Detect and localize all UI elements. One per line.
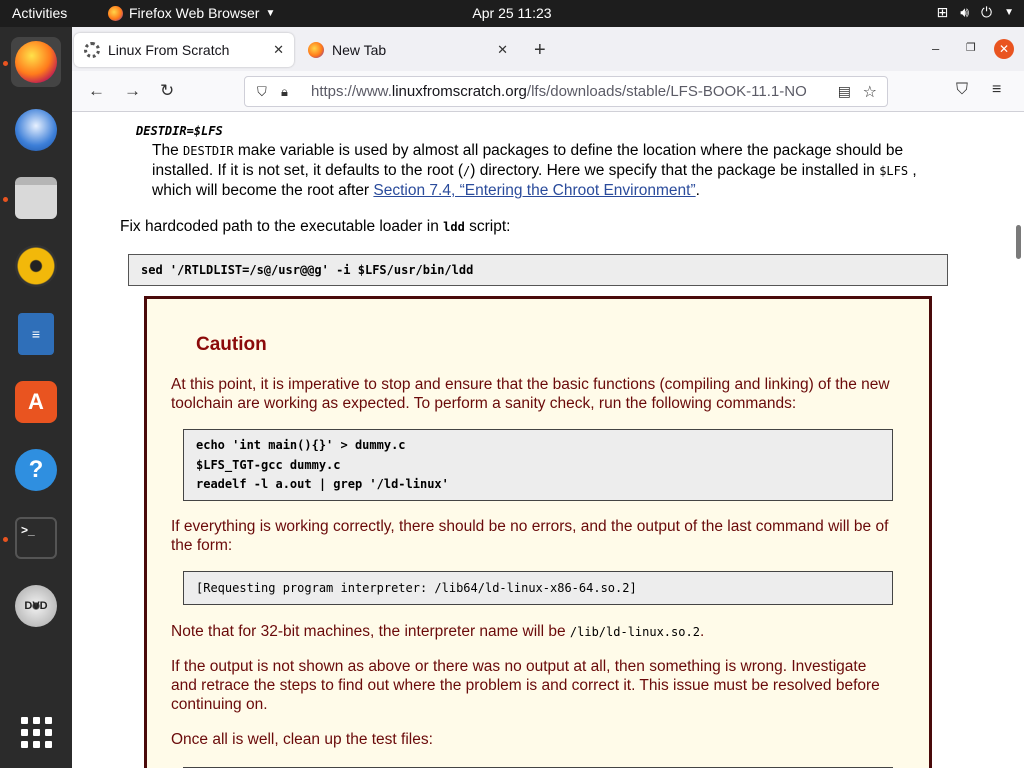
tab-new-tab[interactable] bbox=[298, 33, 518, 67]
dock-dvd[interactable] bbox=[11, 581, 61, 631]
caution-paragraph-line: toolchain are working as expected. To perform a sanity check, run the following commands: bbox=[171, 395, 797, 412]
inline-code: ldd bbox=[443, 220, 465, 234]
lock-icon[interactable]: 🔒︎ bbox=[281, 83, 288, 99]
rhythmbox-icon bbox=[15, 245, 57, 287]
dock-files[interactable] bbox=[11, 173, 61, 223]
forward-button[interactable]: → bbox=[124, 81, 141, 100]
caution-paragraph-line: If the output is not shown as above or there was no output at all, then something is wrong. Investigate bbox=[171, 658, 867, 675]
url-domain: linuxfromscratch.org bbox=[391, 83, 527, 100]
chroot-section-link[interactable]: Section 7.4, “Entering the Chroot Environment” bbox=[373, 182, 696, 199]
dock-rhythmbox[interactable] bbox=[11, 241, 61, 291]
dock bbox=[0, 27, 72, 768]
app-menu-label: Firefox Web Browser bbox=[129, 5, 260, 21]
reload-button[interactable]: ↻ bbox=[160, 81, 175, 100]
url-text[interactable] bbox=[311, 83, 831, 100]
menu-icon[interactable]: ≡ bbox=[992, 81, 1002, 98]
page-content bbox=[72, 112, 1024, 768]
window-close-button[interactable]: ✕ bbox=[994, 39, 1014, 59]
running-indicator bbox=[3, 537, 8, 542]
tab-strip bbox=[72, 27, 1024, 71]
sed-code-block[interactable] bbox=[128, 254, 948, 286]
help-icon: ? bbox=[15, 449, 57, 491]
dock-terminal[interactable] bbox=[11, 513, 61, 563]
url-path: /lfs/downloads/stable/LFS-BOOK-11.1-NO bbox=[526, 83, 807, 100]
app-center-icon: A bbox=[15, 381, 57, 423]
terminal-icon: >_ bbox=[15, 517, 57, 559]
running-indicator bbox=[3, 197, 8, 202]
caution-paragraph-line: and retrace the steps to find out where the problem is and correct it. This issue must be resolved before bbox=[171, 677, 880, 694]
firefox-icon bbox=[108, 6, 123, 21]
inline-code: /lib/ld-linux.so.2 bbox=[569, 625, 700, 639]
dock-help[interactable] bbox=[11, 445, 61, 495]
url-bar[interactable] bbox=[244, 76, 888, 107]
caution-paragraph-line: the form: bbox=[171, 537, 233, 554]
tab-label: New Tab bbox=[332, 42, 387, 58]
dock-app-center[interactable] bbox=[11, 377, 61, 427]
caution-paragraph-line: If everything is working correctly, there should be no errors, and the output of the last command will be of bbox=[171, 518, 889, 535]
caution-paragraph-line: continuing on. bbox=[171, 696, 268, 713]
destdir-term: DESTDIR=$LFS bbox=[136, 124, 223, 138]
back-button[interactable]: ← bbox=[88, 81, 105, 100]
caret-down-icon: ▼ bbox=[265, 7, 276, 19]
caution-box bbox=[144, 296, 932, 768]
minimize-button[interactable]: – bbox=[932, 41, 940, 56]
dock-writer[interactable] bbox=[11, 309, 61, 359]
dock-thunderbird[interactable] bbox=[11, 105, 61, 155]
firefox-icon bbox=[15, 41, 57, 83]
destdir-paragraph-line1: The DESTDIR make variable is used by almost all packages to define the location where the package should be bbox=[152, 142, 904, 159]
bookmark-star-icon[interactable]: ☆ bbox=[862, 84, 877, 101]
code-line: sed '/RTLDLIST=/s@/usr@@g' -i $LFS/usr/bin/ldd bbox=[141, 263, 474, 277]
fix-ldd-paragraph: Fix hardcoded path to the executable loader in ldd script: bbox=[120, 218, 511, 235]
code-line: readelf -l a.out | grep '/ld-linux' bbox=[196, 477, 449, 491]
inline-code: $LFS bbox=[879, 164, 909, 178]
tab-label: Linux From Scratch bbox=[108, 42, 230, 58]
tab-linux-from-scratch[interactable] bbox=[74, 33, 294, 67]
shield-icon[interactable]: ⛉ bbox=[257, 83, 267, 99]
new-tab-button[interactable]: + bbox=[534, 39, 546, 61]
code-line: $LFS_TGT-gcc dummy.c bbox=[196, 457, 341, 472]
dock-firefox[interactable] bbox=[11, 37, 61, 87]
dvd-icon: DVD bbox=[15, 585, 57, 627]
code-line: [Requesting program interpreter: /lib64/ld-linux-x86-64.so.2] bbox=[196, 581, 637, 595]
destdir-paragraph-line2: installed. If it is not set, it defaults to the root (/) directory. Here we specify that the package be installed in $LFS , bbox=[152, 162, 917, 179]
caution-title: Caution bbox=[196, 334, 267, 355]
chevron-down-icon: ▼ bbox=[1004, 7, 1014, 18]
close-tab-icon[interactable]: ✕ bbox=[497, 42, 508, 57]
expected-output-block[interactable] bbox=[183, 571, 893, 605]
code-line: echo 'int main(){}' > dummy.c bbox=[196, 438, 406, 452]
writer-icon: ≡ bbox=[18, 313, 54, 355]
inline-code: DESTDIR bbox=[183, 144, 234, 158]
scrollbar-thumb[interactable] bbox=[1016, 225, 1021, 259]
reader-view-icon[interactable]: ▤ bbox=[837, 83, 851, 99]
destdir-paragraph-line3: which will become the root after Section 7.4, “Entering the Chroot Environment”. bbox=[152, 182, 700, 199]
nav-bar bbox=[72, 71, 1024, 112]
activities-button[interactable]: Activities bbox=[12, 5, 68, 21]
caution-paragraph-line: At this point, it is imperative to stop and ensure that the basic functions (compiling and linking) of the new bbox=[171, 376, 890, 393]
app-menu[interactable] bbox=[108, 5, 275, 21]
gear-favicon-icon bbox=[84, 42, 100, 58]
url-prefix: https://www. bbox=[311, 83, 392, 100]
top-bar bbox=[0, 0, 1024, 27]
firefox-favicon-icon bbox=[308, 42, 324, 58]
system-tray[interactable] bbox=[936, 4, 1014, 21]
show-apps-icon bbox=[21, 717, 52, 748]
pocket-icon[interactable]: ⛉ bbox=[956, 81, 969, 98]
sanity-check-code-block[interactable] bbox=[183, 429, 893, 501]
show-apps-button[interactable] bbox=[11, 707, 61, 757]
inline-code: / bbox=[463, 164, 471, 178]
files-icon bbox=[15, 177, 57, 219]
maximize-button[interactable]: ❐ bbox=[966, 42, 976, 54]
caution-paragraph-line: Once all is well, clean up the test files: bbox=[171, 731, 433, 748]
clock[interactable]: Apr 25 11:23 bbox=[472, 5, 552, 21]
volume-icon: 🔊︎ bbox=[960, 4, 970, 20]
caution-paragraph-line: Note that for 32-bit machines, the interpreter name will be /lib/ld-linux.so.2. bbox=[171, 623, 705, 640]
running-indicator bbox=[3, 61, 8, 66]
network-icon: ⊞ bbox=[936, 4, 949, 20]
close-tab-icon[interactable]: ✕ bbox=[273, 42, 284, 57]
power-icon: ⏻ bbox=[981, 4, 993, 20]
thunderbird-icon bbox=[15, 109, 57, 151]
